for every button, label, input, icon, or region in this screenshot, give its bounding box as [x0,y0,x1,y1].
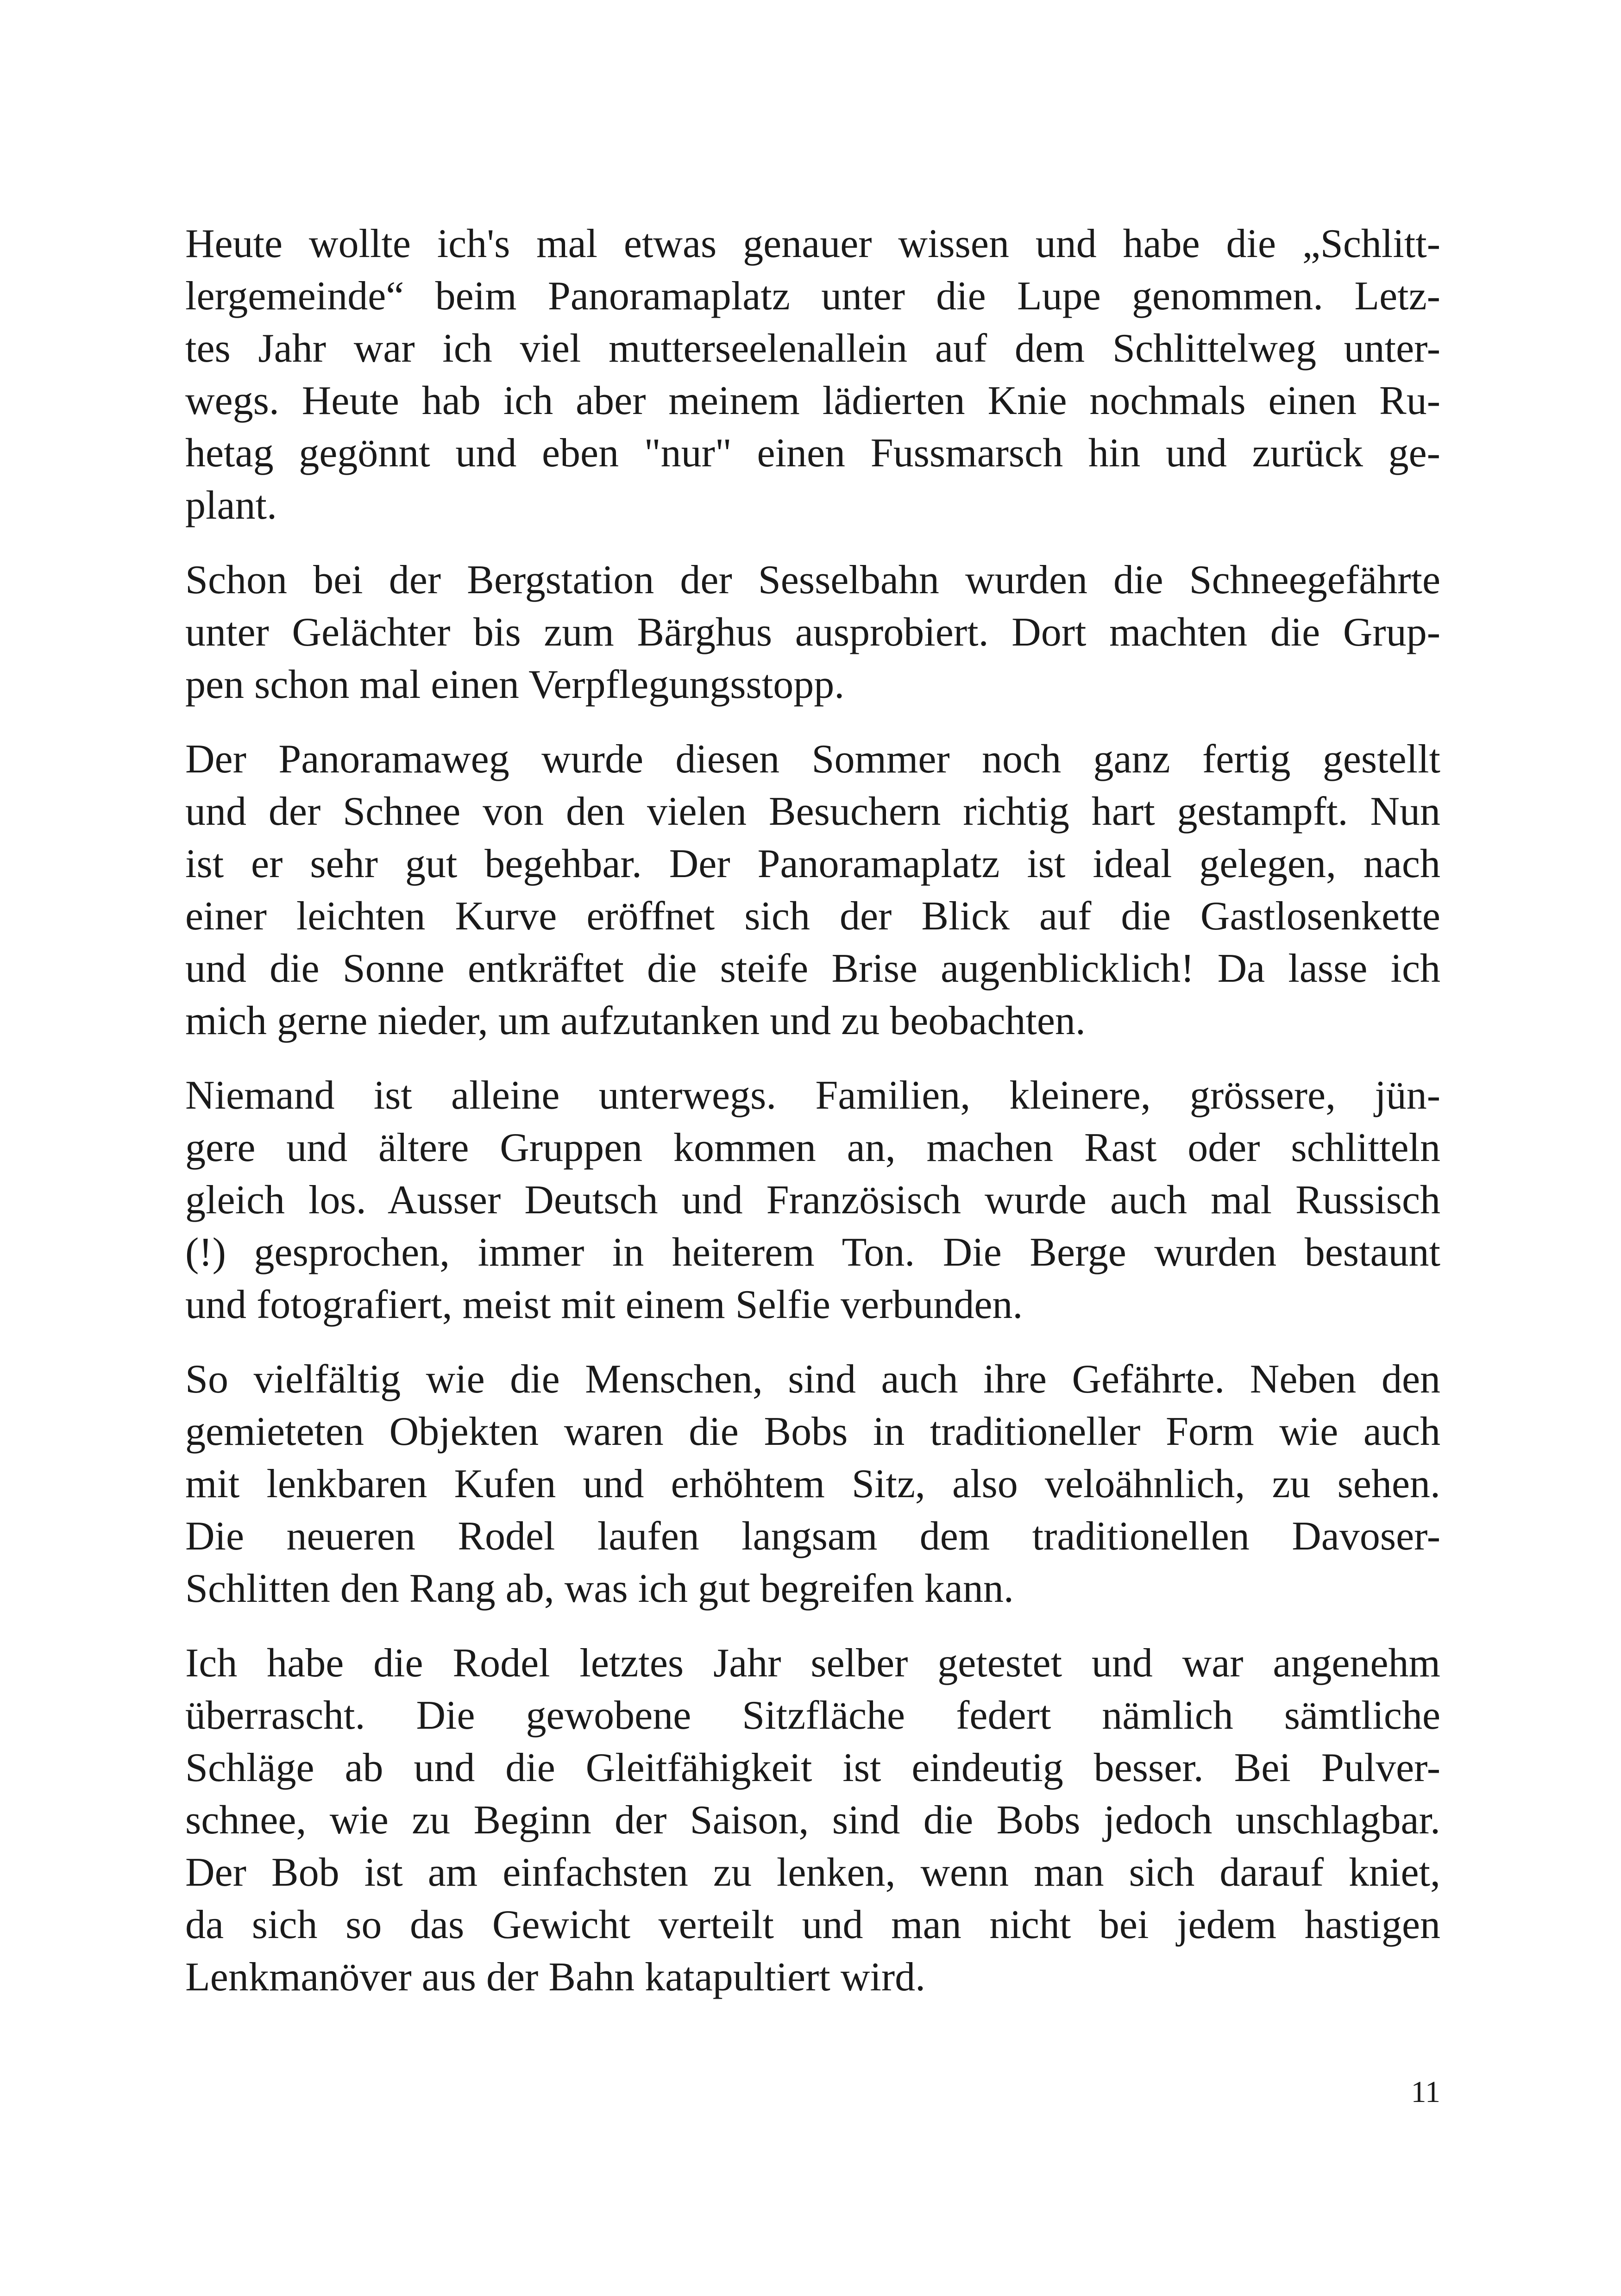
text-line: und der Schnee von den vielen Besuchern richtig hart gestampft. Nun [185,789,1440,834]
text-line: Heute wollte ich's mal etwas genauer wissen und habe die „Schlitt- [185,221,1440,266]
paragraph-6 [185,1637,1440,2003]
body-text [185,218,1440,2026]
text-line: mit lenkbaren Kufen und erhöhtem Sitz, also veloähnlich, zu sehen. [185,1462,1440,1506]
text-line: tes Jahr war ich viel mutterseelenallein auf dem Schlittelweg unter- [185,326,1440,371]
text-line: Schon bei der Bergstation der Sesselbahn wurden die Schneegefährte [185,558,1440,602]
text-line: einer leichten Kurve eröffnet sich der Blick auf die Gastlosenkette [185,894,1440,939]
text-line: Der Panoramaweg wurde diesen Sommer noch ganz fertig gestellt [185,737,1440,782]
text-line: Die neueren Rodel laufen langsam dem traditionellen Davoser- [185,1514,1440,1559]
text-line: und fotografiert, meist mit einem Selfie verbunden. [185,1282,1023,1327]
text-line: und die Sonne entkräftet die steife Brise augenblicklich! Da lasse ich [185,946,1440,991]
text-line: gleich los. Ausser Deutsch und Französisch wurde auch mal Russisch [185,1178,1440,1223]
text-line: plant. [185,483,277,528]
paragraph-4 [185,1069,1440,1331]
text-line: Schläge ab und die Gleitfähigkeit ist eindeutig besser. Bei Pulver- [185,1745,1440,1790]
text-line: Ich habe die Rodel letztes Jahr selber getestet und war angenehm [185,1641,1440,1686]
text-line: So vielfältig wie die Menschen, sind auch ihre Gefährte. Neben den [185,1357,1440,1402]
text-line: Niemand ist alleine unterwegs. Familien, kleinere, grössere, jün- [185,1073,1440,1118]
text-line: schnee, wie zu Beginn der Saison, sind die Bobs jedoch unschlagbar. [185,1798,1440,1843]
paragraph-1 [185,218,1440,532]
text-line: lergemeinde“ beim Panoramaplatz unter die Lupe genommen. Letz- [185,274,1440,319]
text-line: Lenkmanöver aus der Bahn katapultiert wird. [185,1955,926,2000]
text-line: überrascht. Die gewobene Sitzfläche federt nämlich sämtliche [185,1693,1440,1738]
text-line: da sich so das Gewicht verteilt und man nicht bei jedem hastigen [185,1902,1440,1947]
text-line: mich gerne nieder, um aufzutanken und zu beobachten. [185,998,1086,1043]
text-line: gere und ältere Gruppen kommen an, machen Rast oder schlitteln [185,1125,1440,1170]
page-number: 11 [1411,2075,1440,2109]
text-line: gemieteten Objekten waren die Bobs in traditioneller Form wie auch [185,1409,1440,1454]
text-line: ist er sehr gut begehbar. Der Panoramaplatz ist ideal gelegen, nach [185,841,1440,886]
text-line: (!) gesprochen, immer in heiterem Ton. Die Berge wurden bestaunt [185,1230,1440,1275]
text-line: Der Bob ist am einfachsten zu lenken, wenn man sich darauf kniet, [185,1850,1440,1895]
text-line: hetag gegönnt und eben "nur" einen Fussmarsch hin und zurück ge- [185,431,1440,476]
text-line: pen schon mal einen Verpflegungsstopp. [185,662,845,707]
paragraph-2 [185,554,1440,711]
text-line: wegs. Heute hab ich aber meinem lädierten Knie nochmals einen Ru- [185,378,1440,423]
text-line: unter Gelächter bis zum Bärghus ausprobiert. Dort machten die Grup- [185,610,1440,655]
paragraph-3 [185,733,1440,1047]
paragraph-5 [185,1353,1440,1615]
text-line: Schlitten den Rang ab, was ich gut begreifen kann. [185,1566,1014,1611]
